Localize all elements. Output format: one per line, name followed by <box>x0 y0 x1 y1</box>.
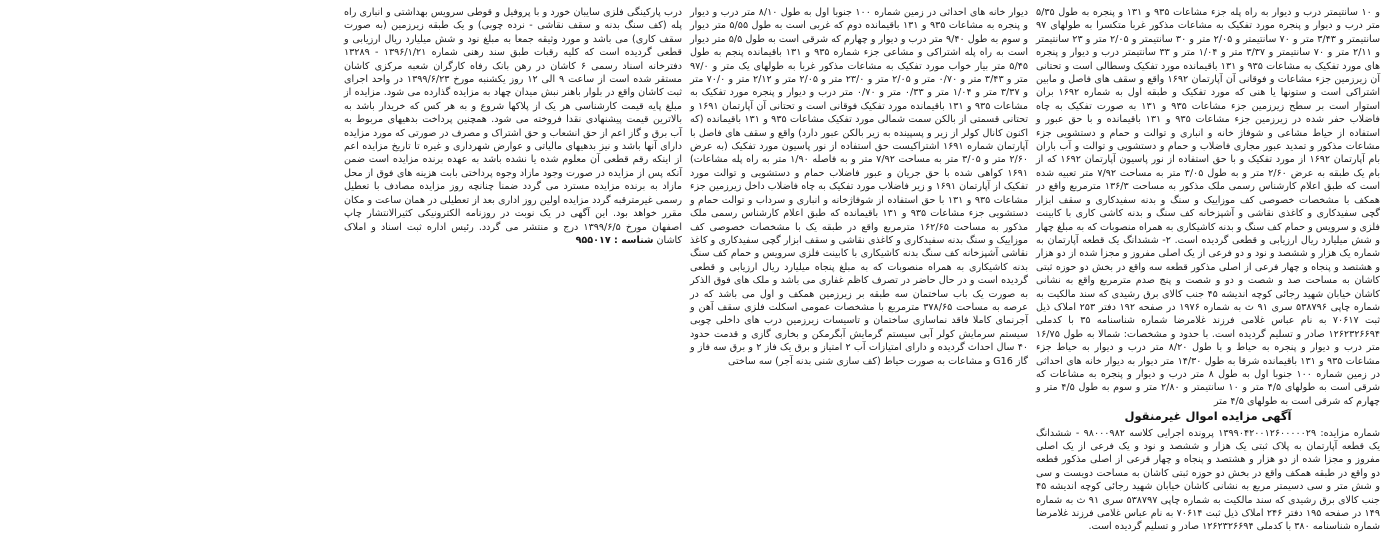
column-right <box>1036 6 1381 533</box>
notice-text-col3-body: درب پارکینگی فلزی سایبان خورد و با پروفیل و قوطی سرویس بهداشتی و انباری راه پله (کف سنگ بدنه و سقف نقاشی - نرده چوبی) و یک طبقه زیرزمین (به صورت سقف کاری) می باشد و مورد وثیقه جمعا به مبلغ نود و شش میلیارد ریال ارزیابی و قطعی گردیده است که کلیه رقبات طبق سند رهنی شماره ۱۳۹۶/۱/۲۱ - ۱۳۲۸۹ دفترخانه اسناد رسمی ۶ کاشان در رهن بانک رفاه کارگران شعبه مرکزی کاشان مستقر شده است از ساعت ۹ الی ۱۲ روز یکشنبه مورخ ۱۳۹۹/۶/۲۳ در واحد اجرای ثبت کاشان واقع در بلوار باهنر نبش میدان چهاد به مزایده گذارده می شود. مزایده از مبلغ پایه قیمت کارشناسی هر یک از پلاکها شروع و به هر کس که خریدار باشد به بالاترین قیمت پیشنهادی نقدا فروخته می شود. همچنین پرداخت بدهیهای مربوط به آب برق و گاز اعم از حق انشعاب و حق اشتراک و مصرف در صورتی که مورد مزایده دارای آنها باشد و نیز بدهیهای مالیاتی و عوارض شهرداری و غیره تا تاریخ مزایده اعم از اینکه رقم قطعی آن معلوم شده یا نشده باشد به عهده برنده مزایده است ضمن آنکه پس از مزایده در صورت وجود مازاد وجوه پرداختی بابت هزینه های فوق از محل مازاد به برنده مزایده مسترد می گردد ضمنا چنانچه روز مزایده مصادف با تعطیل رسمی غیرمترقبه گردد مزایده اولین روز اداری بعد از تعطیلی در همان ساعت و مکان مقرر خواهد بود. این آگهی در یک نوبت در روزنامه الکترونیکی کثیرالانتشار چاپ اصفهان مورخ ۱۳۹۹/۶/۵ درج و منتشر می گردد. رئیس اداره ثبت اسناد و املاک کاشان <box>344 7 683 246</box>
notice-text-col1-top: و ۱۰ سانتیمتر درب و دیوار به راه پله جزء مشاعات ۹۳۵ و ۱۳۱ و پنجره به طول ۵/۳۵ متر درب و دیوار و پنجره مورد تفکیک به مشاعات مذکور غربا متکسرا به طولهای ۹۷ سانتیمتر و ۳/۴۳ متر و ۷۰ سانتیمتر و ۲/۰۵ متر و ۳۰ سانتیمتر و ۲/۰۵ متر و ۲۳ سانتیمتر و ۲/۱۱ متر و ۷۰ سانتیمتر و ۳/۳۷ متر و ۱/۰۴ متر و ۳۳ سانتیمتر درب و دیوار و پنجره های مورد تفکیک به مشاعات ۹۳۵ و ۱۳۱ باقیمانده مورد تفکیک وسطالی است و تحتانی آن زیرزمین جزء مشاعات و فوقانی آن آپارتمان ۱۶۹۲ واقع و سقف های فاصل و مابین اشتراکی است و ستونها یا هنی که مورد تفکیک و طبقه اول به شماره ۱۶۹۲ بران استوار است بر سطح زیرزمین جزء مشاعات ۹۳۵ و ۱۳۱ به صورت تفکیک به چاه فاضلاب حفر شده در زیرزمین جزء مشاعات ۹۳۵ و ۱۳۱ باقیمانده و با حق عبور و استفاده از حیاط مشاعی و شوفاژ خانه و انباری و توالت و حمام و دستشویی جزء مشاعات مذکور و تمدید عبور مجاری فاضلاب و حمام و دستشویی و توالت و آب باران بام آپارتمان ۱۶۹۲ از مورد تفکیک و با حق استفاده از نور پاسیون آپارتمان ۱۶۹۲ که از بام یک طبقه به عرض ۲/۶۰ متر و به طول ۳/۰۵ متر به مساحت ۷/۹۲ متر تعبیه شده است که طبق اعلام کارشناس رسمی ملک مذکور به مساحت ۱۳۶/۳ مترمربع واقع در همکف با مشخصات خصوصی کف موزاییک و سنگ و بدنه سفیدکاری و سقف ابزار گچی سفیدکاری و کاغذی نقاشی و آشپزخانه کف سنگ و بدنه کاشی کاری با کابینت فلزی و سرویس و حمام کف سنگ و بدنه کاشیکاری به همراه منصوبات که به مبلغ چهار و شش میلیارد ریال ارزیابی و قطعی گردیده است. ۲- ششدانگ یک قطعه آپارتمان به شماره یک هزار و ششصد و نود و دو فرعی از یک اصلی مفروز و مجزا شده از دو هزار و هشتصد و پنجاه و چهار فرعی از اصلی مذکور قطعه سه واقع در بخش دو حوزه ثبتی کاشان به مساحت صد و شصت و دو و شصت و پنج صدم مترمربع واقع به نشانی کاشان خیابان شهید رجائی کوچه اندیشه ۴۵ جنب کالای برق رشیدی که سند مالکیت به شماره چاپی ۵۳۸۷۹۶ سری ۹۱ ث به شماره ۱۹۷۶ در صفحه ۱۹۲ دفتر ۲۵۳ املاک ذیل ثبت ۷۰۶۱۷ به نام عباس غلامی فرزند غلامرضا شماره شناسنامه ۳۵ با کدملی ۱۲۶۲۳۲۶۶۹۴ صادر و تسلیم گردیده است. با حدود و مشخصات: شمالا به طول ۱۶/۷۵ متر درب و دیوار و پنجره به حیاط و با طول ۸/۲۰ متر درب و دیوار به حیاط جزء مشاعات ۹۳۵ و ۱۳۱ باقیمانده شرقا به طول ۱۴/۳۰ متر دیوار به دیوار خانه های احداثی در زمین شماره ۱۰۰ جنوبا اول به طول ۸ متر درب و دیوار و پنجره به مشاعات که شرقی است به طولهای ۴/۵ متر و ۱۰ سانتیمتر و ۲/۸۰ متر و سوم به طول ۴/۵ متر و چهارم که شرقی است به طولهای ۴/۵ متر <box>1036 7 1381 407</box>
notice-text-col1-head: شماره مزایده: ۱۳۹۹۰۴۲۰۰۱۲۶۰۰۰۰۰۲۹ پرونده اجرایی کلاسه ۹۸۰۰۰۹۸۲ - ششدانگ یک قطعه آپارتمان به پلاک ثبتی یک هزار و ششصد و نود و یک فرعی از یک اصلی مفروز و مجزا شده از دو هزار و هشتصد و پنجاه و چهار فرعی از اصلی مذکور قطعه دو واقع در طبقه همکف واقع در بخش دو حوزه ثبتی کاشان به مساحت دویست و سی و شش متر و سی دسیمتر مربع به نشانی کاشان خیابان شهید رجائی کوچه اندیشه ۴۵ جنب کالای برق رشیدی که سند مالکیت به شماره چاپی ۵۳۸۷۹۷ سری ۹۱ ث به شماره ۱۴۹ در صفحه ۱۹۵ دفتر ۲۴۶ املاک ذیل ثبت ۷۰۶۱۴ به نام عباس غلامی فرزند غلامرضا شماره شناسنامه ۳۸۰ با کدملی ۱۲۶۲۳۲۶۶۹۴ صادر و تسلیم گردیده است. <box>1036 427 1380 533</box>
column-second <box>690 6 1028 416</box>
notice-id: شناسه : ۹۵۵۰۱۷ <box>575 234 654 246</box>
notice-title: آگهی مزایده اموال غیرمنقول <box>1124 409 1292 424</box>
notice-text-col3 <box>344 6 682 247</box>
column-left-blank <box>6 6 336 416</box>
notice-text-col2: دیوار خانه های احداثی در زمین شماره ۱۰۰ جنوبا اول به طول ۸/۱۰ متر درب و دیوار و پنجره به مشاعات ۹۳۵ و ۱۳۱ باقیمانده دوم که غربی است به طول ۵/۵۵ متر دیوار و سوم به طول ۹/۴۰ متر درب و دیوار و چهارم که شرقی است به طول ۵/۵ متر دیوار است به راه پله اشتراکی و مشاعی جزء شماره ۹۳۵ و ۱۳۱ باقیمانده پنجم به طول ۵/۴۵ متر بیار خواب مورد تفکیک به مشاعات مذکور غربا به طولهای یک متر و ۹۷/۰ متر و ۳/۴۳ متر و ۰/۷۰ متر و ۲/۰۵ متر و ۲۳/۰ متر و ۲/۰۵ متر و ۲/۱۲ متر و ۷۰/۰ متر و ۳/۳۷ متر و ۱/۰۴ متر و ۰/۳۳ متر و ۰/۷۰ متر درب و دیوار و پنجره مورد تفکیک به مشاعات ۹۳۵ و ۱۳۱ باقیمانده مورد تفکیک فوقانی است و تحتانی آن آپارتمان ۱۶۹۱ و تحتانی قسمتی از بالکن سمت شمالی مورد تفکیک مشاعات ۹۳۵ و ۱۳۱ باقیمانده (که اکنون کانال کولر از زیر و پسپینده به زیر بالکن عبور دارد) واقع و سقف های فاصل با آپارتمان شماره ۱۶۹۱ اشتراکیست حق استفاده از نور پاسیون مورد تفکیک (به عرض ۲/۶۰ متر و ۳/۰۵ متر به مساحت ۷/۹۲ متر و به فاصله ۱/۹۰ متر به راه پله مشاعات) ۱۶۹۱ کواهی شده با حق جریان و عبور فاضلاب حمام و دستشویی و توالت مورد تفکیک از آپارتمان ۱۶۹۱ و زیر فاضلاب مورد تفکیک به چاه فاضلاب داخل زیرزمین جزء مشاعات ۹۳۵ و ۱۳۱ با حق استفاده از شوفاژخانه و انباری و سرداب و توالت حمام و دستشویی جزء مشاعات ۹۳۵ و ۱۳۱ باقیمانده که طبق اعلام کارشناس رسمی ملک مذکور به مساحت ۱۶۲/۶۵ مترمربع واقع در طبقه یک با مشخصات خصوصی کف موزاییک و سنگ بدنه سفیدکاری و کاغذی نقاشی و سقف ابزار گچی سفیدکاری و کاغذ نقاشی آشپزخانه کف سنگ بدنه کاشیکاری با کابینت فلزی سرویس و حمام کف سنگ بدنه کاشیکاری به همراه منصوبات که به مبلغ پنجاه میلیارد ریال ارزیابی و قطعی گردیده است و در حال حاضر در تصرف کاظم غفاری می باشد و ملک های فوق الذکر به صورت یک باب ساختمان سه طبقه بر زیرزمین همکف و اول می باشد که در عرصه به مساحت ۳۷۸/۶۵ مترمربع با مشخصات عمومی اسکلت فلزی سقف آهن و آجرنمای کاملا فاقد نماسازی ساختمان و تاسیسات زیرزمین درب های داخلی چوبی سیستم سرمایش کولر آبی سیستم گرمایش آبگرمکن و بخاری گازی و قدمت حدود ۴۰ سال احداث گردیده و دارای امتیازات آب ۲ امتیاز و برق یک فاز ۲ و برق سه فاز و گاز G16 و مشاعات به صورت حیاط (کف سازی شنی بدنه آجر) سه ساختی <box>690 7 1029 367</box>
column-third <box>344 6 682 416</box>
